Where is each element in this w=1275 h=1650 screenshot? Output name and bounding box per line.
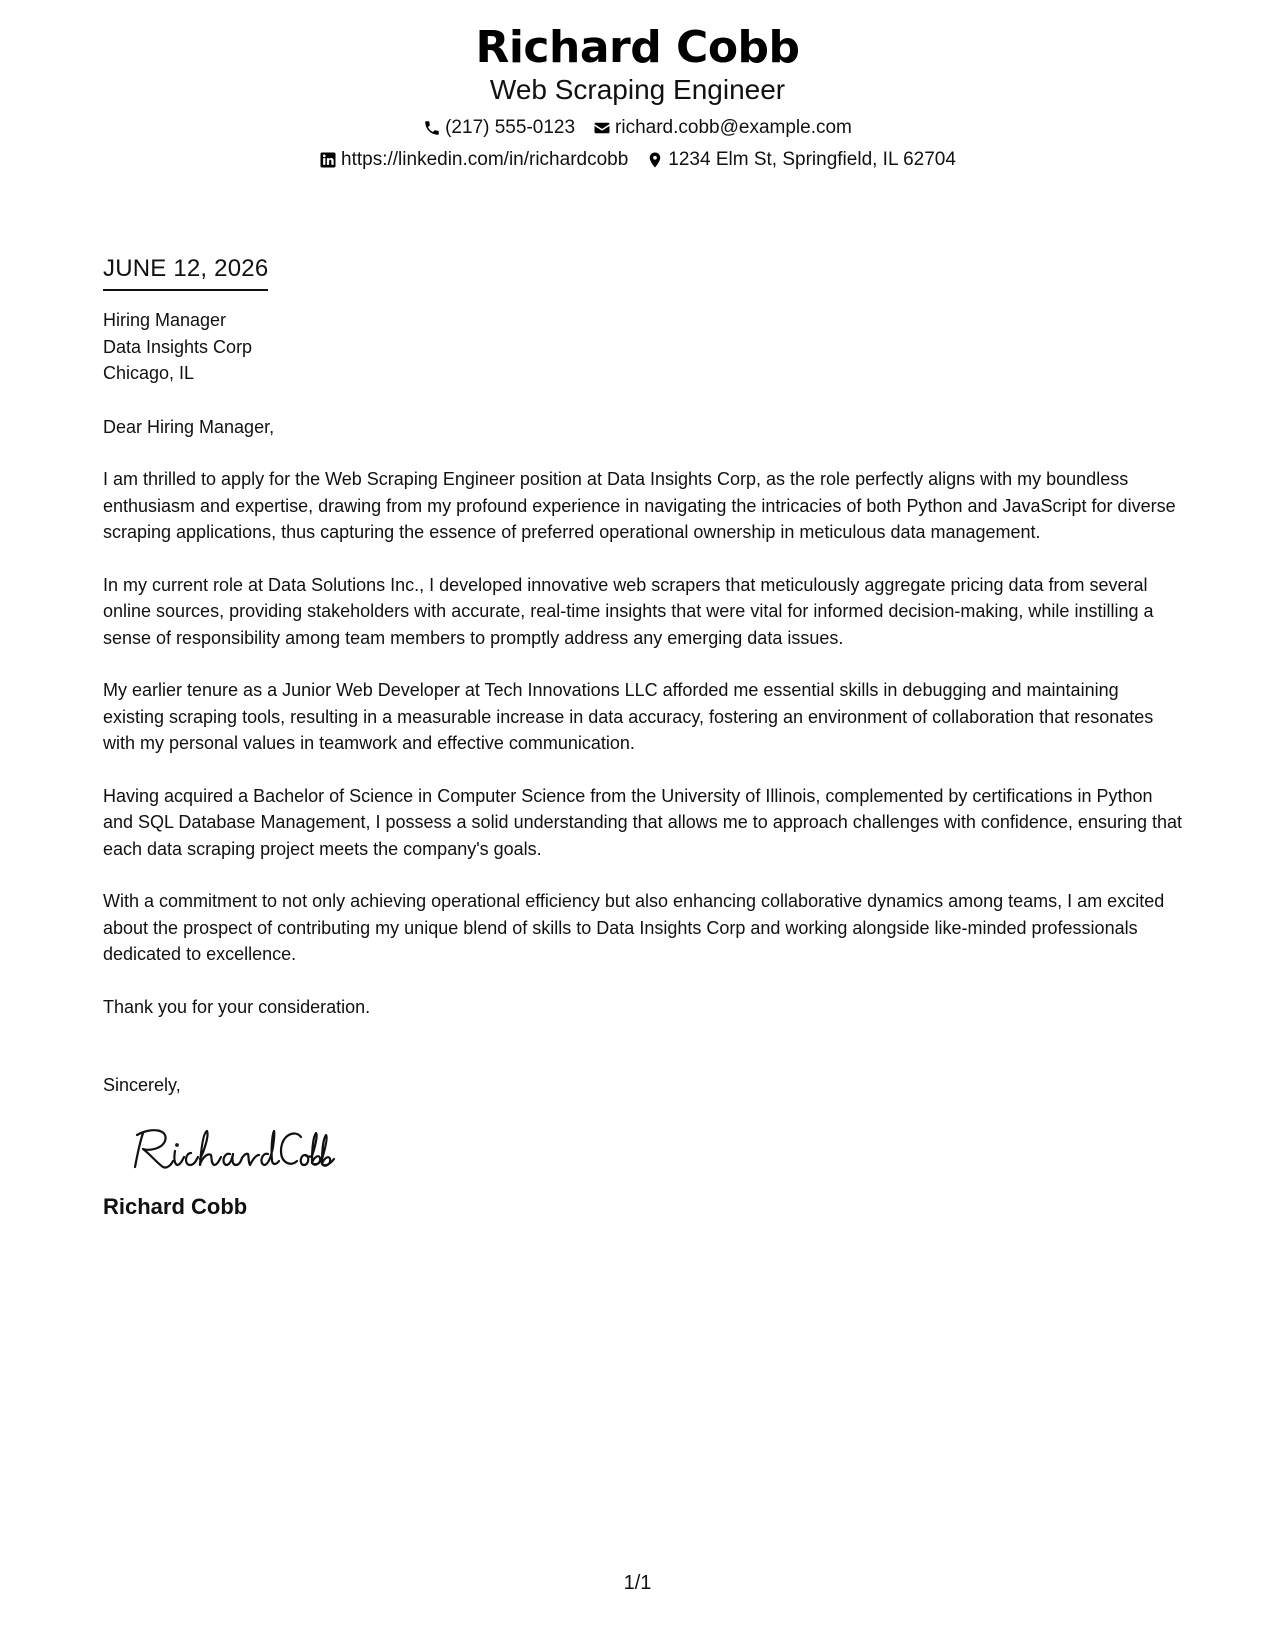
phone-icon <box>423 119 441 137</box>
linkedin-icon <box>319 151 337 169</box>
recipient-line: Hiring Manager <box>103 310 227 330</box>
page-number: 1/1 <box>623 1572 652 1594</box>
signer-name: Richard Cobb <box>103 1193 248 1219</box>
email-text: richard.cobb@example.com <box>615 117 852 138</box>
body-paragraph: In my current role at Data Solutions Inc., I developed innovative web scrapers that meticulously aggregate pricing data from several online sources, providing stakeholders with accurate, real-time insights that were vital for informed decision-making, while instilling a sense of responsibility among team members to promptly address any emerging data issues. <box>103 574 1154 648</box>
closing: Sincerely, <box>103 1075 181 1095</box>
applicant-name: Richard Cobb <box>475 22 800 73</box>
map-marker-icon <box>646 151 664 169</box>
handwritten-signature <box>129 1121 1183 1181</box>
recipient-line: Chicago, IL <box>103 363 195 383</box>
linkedin-text: https://linkedin.com/in/richardcobb <box>341 149 629 170</box>
letter-date: JUNE 12, 2026 <box>103 254 268 291</box>
letter-body <box>103 254 1183 1221</box>
envelope-icon <box>593 119 611 137</box>
recipient-block <box>103 307 1183 387</box>
contact-address <box>646 148 956 172</box>
contact-linkedin <box>319 148 628 172</box>
body-paragraph: With a commitment to not only achieving operational efficiency but also enhancing collaborative dynamics among teams, I am excited about the prospect of contributing my unique blend of skills to Data Insights Corp and working alongside like-minded professionals dedicated to excellence. <box>103 891 1165 964</box>
letter-header <box>0 22 1275 172</box>
phone-text: (217) 555-0123 <box>445 117 576 138</box>
contact-row-secondary <box>0 148 1275 172</box>
thank-you-line: Thank you for your consideration. <box>103 996 371 1017</box>
contact-phone <box>423 116 575 140</box>
contact-row-primary <box>0 116 1275 140</box>
contact-email <box>593 116 852 140</box>
address-text: 1234 Elm St, Springfield, IL 62704 <box>668 149 956 170</box>
recipient-line: Data Insights Corp <box>103 336 253 357</box>
salutation: Dear Hiring Manager, <box>103 416 275 437</box>
body-paragraph: I am thrilled to apply for the Web Scraping Engineer position at Data Insights Corp, as the role perfectly aligns with my boundless enthusiasm and expertise, drawing from my profound experience in navigating the intricacies of both Python and JavaScript for diverse scraping applications, thus capturing the essence of preferred operational ownership in meticulous data management. <box>103 469 1176 542</box>
body-paragraph: Having acquired a Bachelor of Science in Computer Science from the University of Illinois, complemented by certifications in Python and SQL Database Management, I possess a solid understanding that allows me to approach challenges with confidence, ensuring that each data scraping project meets the company's goals. <box>103 785 1182 859</box>
applicant-role: Web Scraping Engineer <box>489 74 786 105</box>
body-paragraph: My earlier tenure as a Junior Web Developer at Tech Innovations LLC afforded me essential skills in debugging and maintaining existing scraping tools, resulting in a measurable increase in data accuracy, fostering an environment of collaboration that resonates with my personal values in teamwork and effective communication. <box>103 680 1154 753</box>
